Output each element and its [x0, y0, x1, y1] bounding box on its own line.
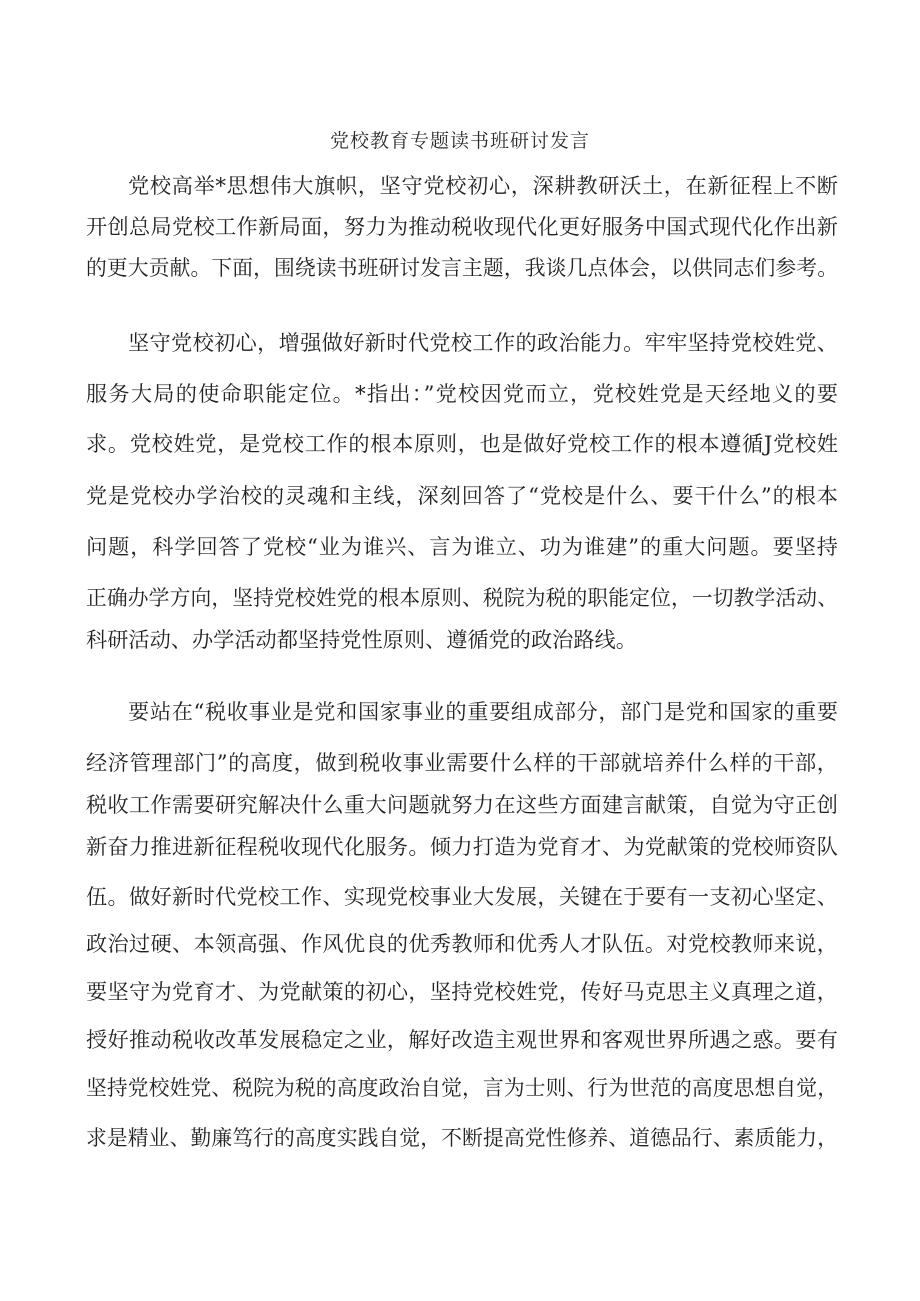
- paragraph-2-line-2: 服务大局的使命职能定位。*指出：”党校因党而立，党校姓党是天经地义的要: [86, 381, 838, 406]
- paragraph-2-line-4: 党是党校办学治校的灵魂和主线，深刻回答了“党校是什么、要干什么”的根本: [86, 483, 838, 508]
- paragraph-1-line-1: 党校高举*思想伟大旗帜，坚守党校初心，深耕教研沃土，在新征程上不断: [128, 173, 838, 198]
- paragraph-3-line-9: 坚持党校姓党、税院为税的高度政治自觉，言为士则、行为世范的高度思想自觉，: [86, 1076, 838, 1100]
- paragraph-3-line-7: 要坚守为党育才、为党献策的初心，坚持党校姓党，传好马克思主义真理之道，: [86, 979, 838, 1004]
- paragraph-2-line-5: 问题，科学回答了党校“业为谁兴、言为谁立、功为谁建”的重大问题。要坚持: [86, 534, 838, 559]
- paragraph-2-line-1: 坚守党校初心，增强做好新时代党校工作的政治能力。牢牢坚持党校姓党、: [128, 330, 838, 355]
- paragraph-1-line-3: 的更大贡献。下面，围绕读书班研讨发言主题，我谈几点体会，以供同志们参考。: [86, 256, 838, 280]
- paragraph-3-line-2: 经济管理部门”的高度，做到税收事业需要什么样的干部就培养什么样的干部，: [86, 750, 838, 775]
- paragraph-3-line-3: 税收工作需要研究解决什么重大问题就努力在这些方面建言献策，自觉为守正创: [86, 792, 838, 817]
- document-title: 党校教育专题读书班研讨发言: [329, 130, 590, 152]
- paragraph-1-line-2: 开创总局党校工作新局面，努力为推动税收现代化更好服务中国式现代化作出新: [86, 214, 838, 239]
- paragraph-3-line-4: 新奋力推进新征程税收现代化服务。倾力打造为党育才、为党献策的党校师资队: [86, 834, 838, 859]
- paragraph-2-line-6: 正确办学方向，坚持党校姓党的根本原则、税院为税的职能定位，一切教学活动、: [86, 586, 838, 610]
- paragraph-3-line-5: 伍。做好新时代党校工作、实现党校事业大发展，关键在于要有一支初心坚定、: [86, 884, 838, 909]
- paragraph-2-line-3: 求。党校姓党，是党校工作的根本原则，也是做好党校工作的根本遵循J党校姓: [86, 431, 838, 456]
- paragraph-3-line-8: 授好推动税收改革发展稳定之业，解好改造主观世界和客观世界所遇之惑。要有: [86, 1027, 838, 1052]
- paragraph-2-line-7: 科研活动、办学活动都坚持党性原则、遵循党的政治路线。: [86, 627, 637, 652]
- paragraph-3-line-10: 求是精业、勤廉笃行的高度实践自觉，不断提高党性修养、道德品行、素质能力，: [86, 1126, 838, 1150]
- paragraph-3-line-6: 政治过硬、本领高强、作风优良的优秀教师和优秀人才队伍。对党校教师来说，: [86, 931, 838, 956]
- paragraph-3-line-1: 要站在“税收事业是党和国家事业的重要组成部分，部门是党和国家的重要: [128, 699, 838, 724]
